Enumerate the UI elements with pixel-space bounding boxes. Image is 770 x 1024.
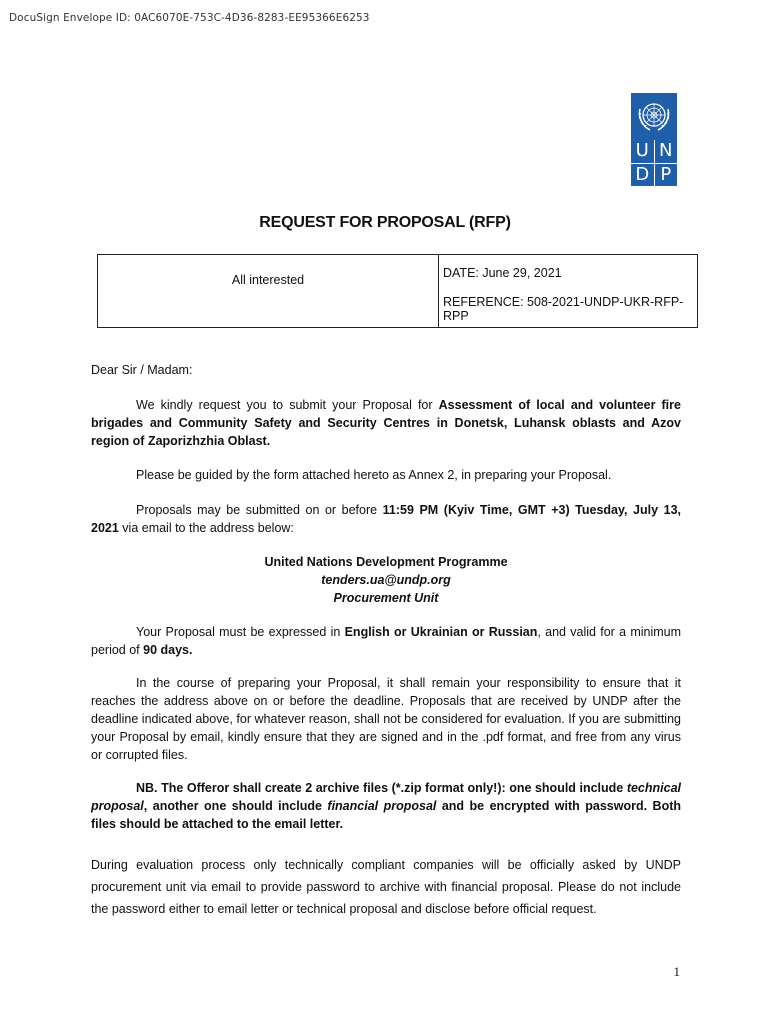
reference-cell [439,291,698,328]
note-financial: financial proposal [327,799,437,813]
header-table [97,254,698,328]
logo-letter: P [655,164,678,187]
submission-address [91,553,681,607]
deadline-lead: Proposals may be submitted on or before [136,503,383,517]
deadline-time: 11:59 PM (Kyiv Time, GMT +3) Tuesday, July 13, 2021 [91,503,681,535]
date-text: DATE: June 29, 2021 [443,266,562,280]
note-technical: technical proposal [91,781,681,813]
docusign-envelope-id: DocuSign Envelope ID: 0AC6070E-753C-4D36-8283-EE95366E6253 [9,12,370,24]
subject-lead: We kindly request you to submit your Proposal for [136,398,439,412]
paragraph-subject [91,396,681,450]
deadline-tail: via email to the address below: [118,521,294,535]
note-part3: and be encrypted with password. Both files should be attached to the email letter. [91,799,682,831]
note-part2: , another one should include [143,799,328,813]
address-email[interactable]: tenders.ua@undp.org [321,573,451,587]
paragraph-deadline [91,501,681,537]
validity-period: 90 days. [143,643,193,657]
addressee-cell: All interested [98,255,439,328]
paragraph-responsibility: In the course of preparing your Proposal, it shall remain your responsibility to ensure that it reaches the address above on or before the deadline. Proposals that are received by UNDP after the deadline indicated above, for whatever reason, shall not be considered for evaluation. If you are submitting your Proposal by email, kindly ensure that they are signed and in the .pdf format, and free from any virus or corrupted files. [91,676,681,762]
address-unit: Procurement Unit [333,591,439,605]
language-mid: , and valid for a minimum period of [91,625,682,657]
undp-logo [631,93,677,186]
language-lead: Your Proposal must be expressed in [136,625,345,639]
salutation: Dear Sir / Madam: [91,363,193,377]
paragraph-language [91,623,681,659]
address-org: United Nations Development Programme [264,555,508,569]
logo-letter: N [655,140,678,163]
reference-text: REFERENCE: 508-2021-UNDP-UKR-RFP-RPP [443,295,684,323]
paragraph-archive-note [91,779,681,833]
un-emblem-icon [631,93,677,139]
paragraph-evaluation: During evaluation process only technically compliant companies will be officially asked by UNDP procurement unit via email to provide password to archive with financial proposal. Please do not include the password either to email letter or technical proposal and disclose before official request. [91,858,681,916]
logo-letter: D [631,164,654,187]
language-list: English or Ukrainian or Russian [344,625,538,639]
note-part1: NB. The Offeror shall create 2 archive files (*.zip format only!): one should include [136,781,627,795]
undp-letters [631,140,677,186]
logo-letter: U [631,140,654,163]
subject-title: Assessment of local and volunteer fire brigades and Community Safety and Security Centres in Donetsk, Luhansk oblasts and Azov region of Zaporizhzhia Oblast. [91,398,681,448]
paragraph-guidance: Please be guided by the form attached hereto as Annex 2, in preparing your Proposal. [136,468,612,482]
document-title: REQUEST FOR PROPOSAL (RFP) [259,214,511,231]
date-cell [439,255,698,292]
page-number: 1 [673,964,680,979]
